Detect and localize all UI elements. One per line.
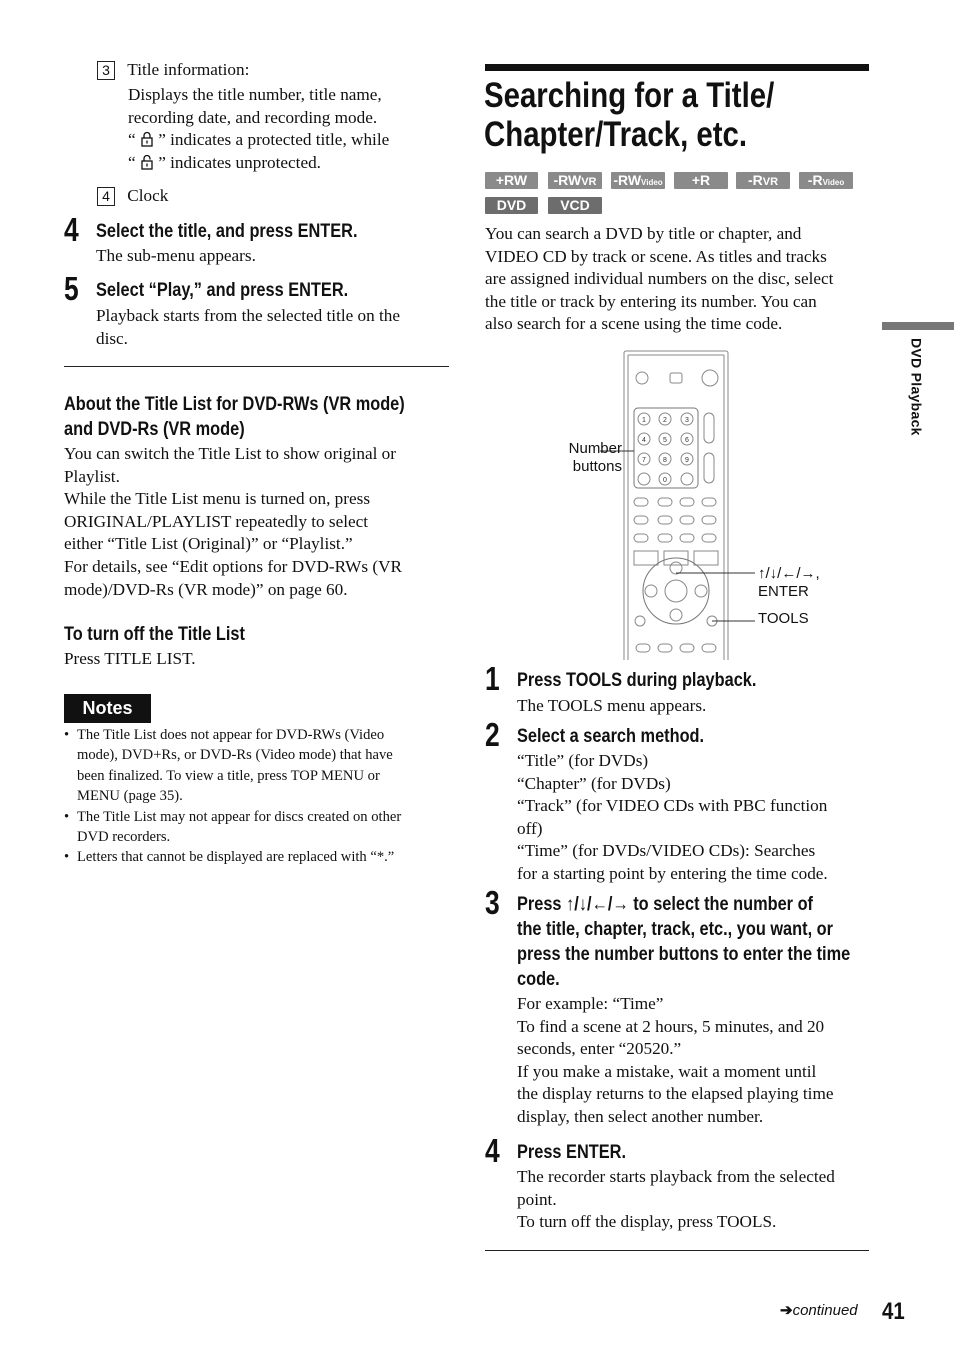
text-line: mode), DVD+Rs, or DVD-Rs (Video mode) that have: [77, 747, 393, 764]
page-title: [484, 76, 774, 154]
arrows-enter-label: [758, 565, 820, 601]
text-line: For example: “Time”: [517, 994, 664, 1013]
text-line: To find a scene at 2 hours, 5 minutes, and 20: [517, 1016, 825, 1036]
text-line: ORIGINAL/PLAYLIST repeatedly to select: [64, 511, 369, 531]
badge-minus-r-video: -RVideo: [799, 172, 853, 189]
item-3-description: [128, 84, 389, 174]
step-body: [517, 993, 833, 1129]
step-number: 1: [485, 660, 500, 697]
badge-vcd: VCD: [548, 197, 602, 214]
side-tab-label: DVD Playback: [908, 338, 925, 436]
side-tab-bar: [882, 322, 954, 330]
text-line: for a starting point by entering the time code.: [517, 863, 828, 883]
title-bar: [485, 64, 869, 71]
divider: [64, 366, 449, 367]
label-line: Number: [568, 440, 622, 457]
svg-text:5: 5: [663, 437, 667, 444]
text-line: recording date, and recording mode.: [128, 107, 378, 127]
text-line: “Time” (for DVDs/VIDEO CDs): Searches: [517, 841, 816, 861]
svg-text:9: 9: [685, 457, 689, 464]
text-line: “Title” (for DVDs): [517, 751, 649, 770]
text-line: You can search a DVD by title or chapter, and: [485, 224, 802, 243]
heading-line: and DVD-Rs (VR mode): [64, 419, 245, 440]
heading-line: the title, chapter, track, etc., you want, or: [517, 919, 833, 940]
step-heading: Select “Play,” and press ENTER.: [96, 280, 349, 301]
text-line: For details, see “Edit options for DVD-RWs (VR: [64, 556, 402, 576]
heading-line: Press ↑/↓/←/→ to select the number of: [517, 894, 814, 915]
unprotected-lock-icon: [140, 154, 154, 170]
text-line: Playlist.: [64, 466, 120, 486]
badge-plus-r: +R: [674, 172, 728, 189]
step-number: 4: [485, 1132, 500, 1169]
protected-lock-icon: [140, 131, 154, 147]
quote: “: [128, 152, 136, 172]
step-number: 5: [64, 270, 79, 307]
text-line: • Letters that cannot be displayed are replaced with “*.”: [77, 849, 395, 866]
label-line: buttons: [572, 458, 622, 475]
text: ” indicates unprotected.: [158, 152, 321, 172]
badge-minus-rw-vr: -RWVR: [548, 172, 602, 189]
text-line: If you make a mistake, wait a moment until: [517, 1061, 817, 1081]
tools-label: TOOLS: [758, 610, 809, 627]
divider: [485, 1250, 869, 1251]
continued-text: continued: [792, 1302, 858, 1319]
label-line: ENTER: [758, 583, 809, 600]
notes-label: [64, 694, 151, 723]
section-heading: [64, 392, 405, 442]
title-line: Chapter/Track, etc.: [484, 115, 748, 154]
svg-text:0: 0: [663, 477, 667, 484]
arrow-right-icon: ➔: [780, 1302, 793, 1319]
text-line: To turn off the display, press TOOLS.: [517, 1212, 777, 1232]
step-heading: Select the title, and press ENTER.: [96, 221, 358, 242]
note-item: [64, 725, 454, 807]
heading-line: code.: [517, 969, 560, 990]
text-line: the display returns to the elapsed playing time: [517, 1084, 834, 1104]
remote-control-illustration: [600, 348, 760, 660]
text-line: While the Title List menu is turned on, press: [64, 489, 371, 509]
text-line: mode)/DVD-Rs (VR mode)” on page 60.: [64, 579, 348, 599]
text-line: You can switch the Title List to show original or: [64, 444, 396, 463]
text-line: “Track” (for VIDEO CDs with PBC function: [517, 796, 828, 816]
svg-text:6: 6: [685, 437, 689, 444]
badge-minus-r-vr: -RVR: [736, 172, 790, 189]
note-item: [64, 847, 454, 867]
svg-text:2: 2: [663, 417, 667, 424]
item-title: Clock: [127, 186, 169, 205]
step-number: 2: [485, 716, 500, 753]
continued-marker: [780, 1300, 858, 1323]
item-4: [97, 185, 168, 208]
text-line: the title or track by entering its number. You can: [485, 291, 817, 311]
text-line: • The Title List may not appear for discs created on other: [77, 808, 402, 825]
step-body: [517, 750, 828, 886]
badge-dvd: DVD: [485, 197, 538, 214]
item-number-box: 4: [97, 187, 115, 206]
step-heading: [517, 892, 850, 992]
item-title: Title information:: [127, 60, 250, 79]
text-line: Displays the title number, title name,: [128, 85, 382, 104]
text-line: point.: [517, 1189, 557, 1209]
step-heading: Select a search method.: [517, 726, 705, 747]
page-number: 41: [882, 1298, 905, 1325]
intro-text: [485, 223, 833, 336]
text-line: either “Title List (Original)” or “Playlist.”: [64, 534, 353, 554]
text-line: MENU (page 35).: [77, 788, 183, 805]
svg-text:7: 7: [642, 457, 646, 464]
step-body: [517, 1166, 835, 1234]
notes-list: [64, 725, 454, 868]
heading-line: press the number buttons to enter the time: [517, 944, 851, 965]
step-heading: Press TOOLS during playback.: [517, 670, 757, 691]
step-body: The TOOLS menu appears.: [517, 696, 707, 715]
quote: “: [128, 130, 136, 150]
text-line: VIDEO CD by track or scene. As titles and tracks: [485, 246, 827, 266]
text-line: off): [517, 818, 543, 838]
step-heading: Press ENTER.: [517, 1142, 626, 1163]
text-line: [128, 129, 389, 152]
subsection-body: Press TITLE LIST.: [64, 649, 196, 668]
text-line: [128, 152, 389, 175]
text-line: The recorder starts playback from the selected: [517, 1167, 835, 1186]
text: ” indicates a protected title, while: [158, 130, 390, 150]
text-line: seconds, enter “20520.”: [517, 1039, 682, 1059]
title-line: Searching for a Title/: [484, 76, 775, 115]
notes-label-text: Notes: [82, 698, 133, 718]
text-line: also search for a scene using the time code.: [485, 314, 783, 334]
step-number: 4: [64, 211, 79, 248]
badge-plus-rw: +RW: [485, 172, 538, 189]
step-body: The sub-menu appears.: [96, 246, 256, 265]
subsection-heading: To turn off the Title List: [64, 624, 245, 645]
item-number-box: 3: [97, 61, 115, 80]
text-line: “Chapter” (for DVDs): [517, 773, 671, 793]
text-line: Playback starts from the selected title on the: [96, 306, 401, 325]
text-line: • The Title List does not appear for DVD-RWs (Video: [77, 727, 385, 743]
note-item: [64, 807, 454, 848]
svg-text:3: 3: [685, 417, 689, 424]
item-3: [97, 59, 249, 82]
label-line: ↑/↓/←/→,: [758, 565, 820, 582]
svg-text:8: 8: [663, 457, 667, 464]
section-body: [64, 443, 402, 601]
heading-line: About the Title List for DVD-RWs (VR mode): [64, 394, 405, 415]
text-line: been finalized. To view a title, press TOP MENU or: [77, 767, 380, 784]
text-line: are assigned individual numbers on the disc, select: [485, 269, 834, 289]
svg-text:4: 4: [642, 437, 646, 444]
text-line: disc.: [96, 328, 128, 348]
text-line: DVD recorders.: [77, 829, 171, 846]
number-buttons-label: [532, 440, 622, 476]
badge-minus-rw-video: -RWVideo: [611, 172, 665, 189]
svg-text:1: 1: [642, 417, 646, 424]
text-line: display, then select another number.: [517, 1106, 764, 1126]
step-body: [96, 305, 400, 350]
step-number: 3: [485, 884, 500, 921]
